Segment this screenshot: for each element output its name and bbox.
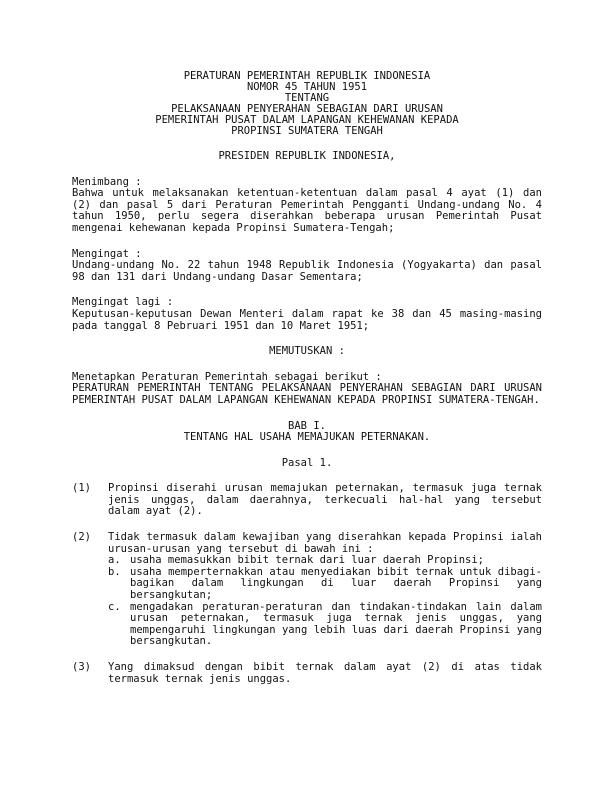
title-line-6: PROPINSI SUMATERA TENGAH [231, 125, 383, 137]
mengingat-lagi-section [72, 297, 542, 332]
title-line-5: PEMERINTAH PUSAT DALAM LAPANGAN KEHEWANAN KEPADA [155, 114, 459, 126]
mengingat-lagi-label: Mengingat lagi : [72, 296, 174, 309]
menimbang-label: Menimbang : [72, 175, 142, 188]
title-line-4: PELAKSANAAN PENYERAHAN SEBAGIAN DARI URUSAN [171, 103, 443, 115]
menetapkan-section [72, 372, 542, 407]
menimbang-text: Bahwa untuk melaksanakan ketentuan-ketentuan dalam pasal 4 ayat (1) dan (2) dan pasal 5 dari Peraturan Pemerintah Pengganti Undang-undang No. 4 tahun 1950, perlu segera diserahkan beberapa urusan Pemerintah Pusat mengenai kehewanan kepada Propinsi Sumatera-Tengah; [72, 187, 542, 234]
list-item-letter: b. [108, 565, 121, 578]
ayat-text: Propinsi diserahi urusan memajukan peternakan, termasuk juga ternak jenis unggas, dalam daerahnya, terkecuali hal-hal yang tersebut dalam ayat (2). [108, 482, 542, 518]
document-title [72, 71, 542, 137]
pasal-heading: Pasal 1. [281, 456, 333, 469]
document-body [72, 71, 542, 685]
list-item-text: usaha memasukkan bibit ternak dari luar daerah Propinsi; [130, 554, 485, 567]
mengingat-lagi-text: Keputusan-keputusan Dewan Menteri dalam rapat ke 38 dan 45 masing-masing pada tanggal 8 Pebruari 1951 dan 10 Maret 1951; [72, 307, 542, 332]
ayat-text: Tidak termasuk dalam kewajiban yang diserahkan kepada Propinsi ialah urusan-urusan yang tersebut di bawah ini : [108, 531, 542, 555]
list-item-text: usaha memperternakkan atau menyediakan bibit ternak untuk dibagi-bagikan dalam lingkungan di luar daerah Propinsi yang bersangkutan; [130, 565, 542, 602]
menetapkan-label: Menetapkan Peraturan Pemerintah sebagai berikut : [72, 370, 382, 383]
list-item-letter: c. [108, 600, 121, 613]
title-line-3: TENTANG [284, 92, 330, 104]
ayat-3 [72, 662, 542, 685]
memutuskan-heading: MEMUTUSKAN : [269, 345, 345, 358]
title-line-1: PERATURAN PEMERINTAH REPUBLIK INDONESIA [183, 70, 431, 82]
mengingat-section [72, 249, 542, 284]
list-item [108, 602, 542, 648]
bab-number: BAB I. [288, 419, 326, 432]
ayat-text: Yang dimaksud dengan bibit ternak dalam ayat (2) di atas tidak termasuk ternak jenis unggas. [108, 661, 542, 685]
mengingat-text: Undang-undang No. 22 tahun 1948 Republik Indonesia (Yogyakarta) dan pasal 98 dan 131 dari Undang-undang Dasar Sementara; [72, 259, 542, 283]
list-item-letter: a. [108, 554, 121, 567]
menimbang-section [72, 177, 542, 235]
bab-heading [72, 421, 542, 444]
ayat-1 [72, 483, 542, 518]
ayat-number: (1) [72, 482, 91, 495]
ayat-number: (3) [72, 661, 91, 673]
list-item [108, 567, 542, 602]
title-line-2: NOMOR 45 TAHUN 1951 [246, 81, 368, 93]
ayat-number: (2) [72, 531, 91, 544]
ayat-2 [72, 532, 542, 648]
president-heading: PRESIDEN REPUBLIK INDONESIA, [218, 150, 396, 162]
list-item-text: mengadakan peraturan-peraturan dan tindakan-tindakan lain dalam urusan peternakan, termasuk juga ternak jenis unggas, yang mempengaruhi lingkungan yang lebih luas dari daerah Propinsi yang bersangkutan. [130, 600, 542, 648]
menetapkan-text: PERATURAN PEMERINTAH TENTANG PELAKSANAAN PENYERAHAN SEBAGIAN DARI URUSAN PEMERINTAH PUSAT DALAM LAPANGAN KEHEWANAN KEPADA PROPINSI SUMATERA-TENGAH. [72, 382, 542, 406]
bab-title: TENTANG HAL USAHA MEMAJUKAN PETERNAKAN. [183, 431, 431, 444]
mengingat-label: Mengingat : [72, 247, 142, 260]
